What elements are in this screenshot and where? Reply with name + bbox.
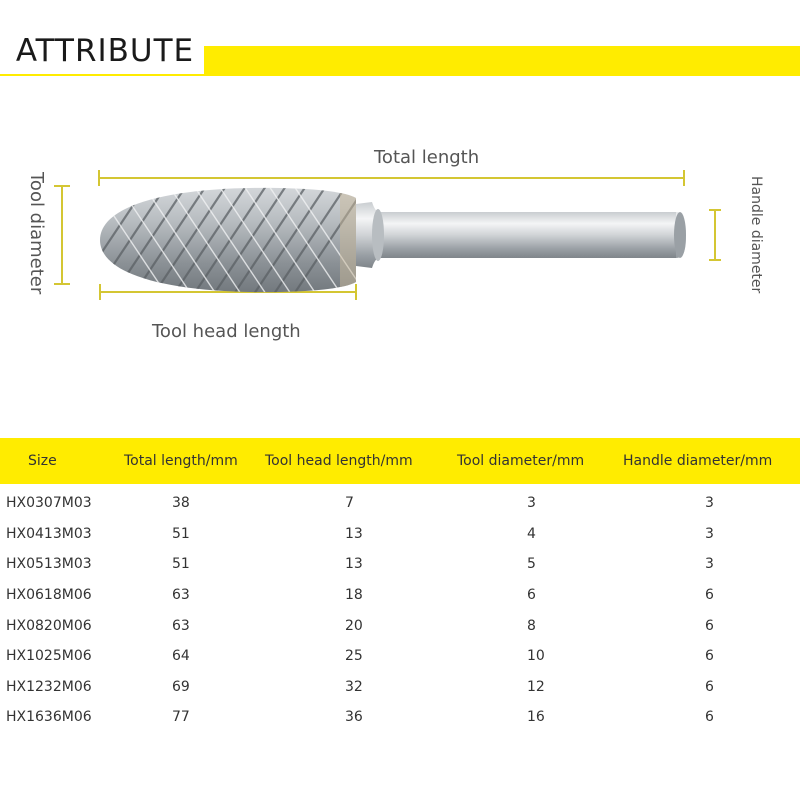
table-row [0,549,800,580]
cell-tool-diameter: 5 [527,556,536,573]
cell-tool-head-length: 13 [345,556,363,573]
cell-handle-diameter: 6 [705,587,714,604]
cell-total-length: 64 [172,648,190,665]
cell-tool-head-length: 13 [345,525,363,542]
header-handle-diameter: Handle diameter/mm [623,453,773,469]
cell-tool-diameter: 10 [527,648,545,665]
table-row [0,580,800,611]
cell-tool-diameter: 4 [527,525,536,542]
cell-tool-diameter: 8 [527,617,536,634]
table-row [0,672,800,703]
header-tool-head-length: Tool head length/mm [265,453,413,469]
cell-tool-head-length: 20 [345,617,363,634]
table-row [0,641,800,672]
cell-tool-head-length: 7 [345,495,354,512]
table-row [0,519,800,550]
cell-tool-head-length: 25 [345,648,363,665]
tool-diameter-label: Tool diameter [26,172,47,295]
total-length-label: Total length [374,147,480,168]
cell-tool-diameter: 6 [527,587,536,604]
cell-total-length: 63 [172,617,190,634]
cell-total-length: 69 [172,678,190,695]
table-row [0,610,800,641]
header-total-length: Total length/mm [124,453,238,469]
table-row [0,488,800,519]
header-size: Size [28,453,57,469]
cell-total-length: 77 [172,709,190,726]
cell-tool-diameter: 16 [527,709,545,726]
tool-dimension-diagram [0,120,800,380]
handle-diameter-label: Handle diameter [748,176,764,294]
cell-size: HX0513M03 [6,556,92,573]
cell-tool-diameter: 12 [527,678,545,695]
cell-handle-diameter: 3 [705,525,714,542]
cell-size: HX1232M06 [6,678,92,695]
cell-size: HX0413M03 [6,525,92,542]
cell-total-length: 63 [172,587,190,604]
spec-table [0,438,800,733]
tool-head-length-label: Tool head length [152,321,301,342]
cell-handle-diameter: 6 [705,709,714,726]
cell-handle-diameter: 3 [705,556,714,573]
cell-size: HX0820M06 [6,617,92,634]
cutting-head [70,180,370,300]
cell-size: HX1636M06 [6,709,92,726]
cell-tool-head-length: 18 [345,587,363,604]
cell-tool-head-length: 36 [345,709,363,726]
cell-size: HX0618M06 [6,587,92,604]
cell-size: HX1025M06 [6,648,92,665]
cell-total-length: 51 [172,556,190,573]
cell-handle-diameter: 3 [705,495,714,512]
cell-total-length: 51 [172,525,190,542]
cell-size: HX0307M03 [6,495,92,512]
cell-tool-diameter: 3 [527,495,536,512]
header-tool-diameter: Tool diameter/mm [457,453,585,469]
cell-handle-diameter: 6 [705,617,714,634]
cell-handle-diameter: 6 [705,678,714,695]
table-body [0,484,800,733]
table-header-row [0,438,800,484]
cell-tool-head-length: 32 [345,678,363,695]
table-row [0,702,800,733]
cell-handle-diameter: 6 [705,648,714,665]
header-title-box [0,28,204,74]
cell-total-length: 38 [172,495,190,512]
page-title: ATTRIBUTE [15,33,195,69]
